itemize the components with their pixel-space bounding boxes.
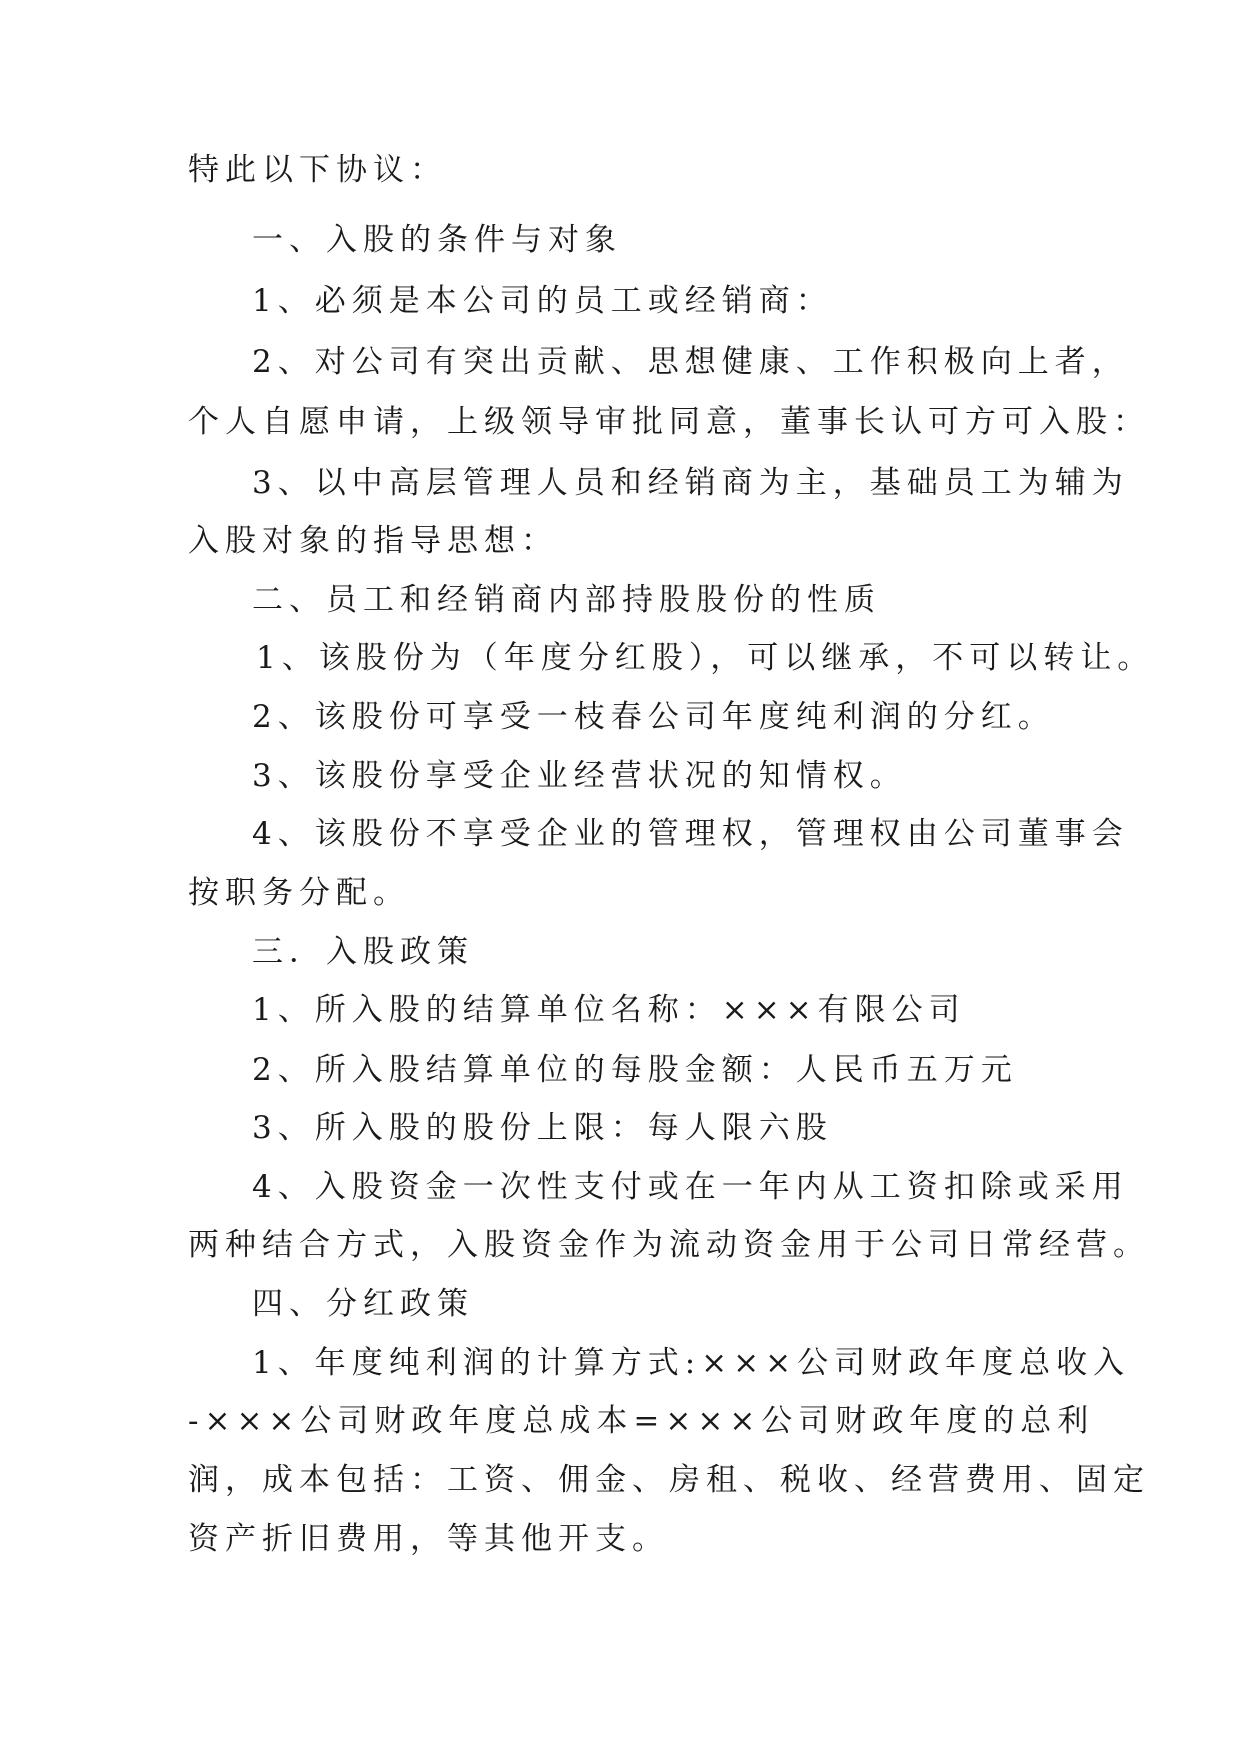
doc-line-3: 1、必须是本公司的员工或经销商： bbox=[252, 283, 833, 319]
doc-line-6: 3、以中高层管理人员和经销商为主，基础员工为辅为 bbox=[252, 465, 1129, 501]
doc-line-1: 特此以下协议： bbox=[188, 152, 447, 188]
doc-line-5: 个人自愿申请，上级领导审批同意，董事长认可方可入股： bbox=[188, 404, 1150, 440]
doc-line-22: -×××公司财政年度总成本=×××公司财政年度的总利 bbox=[188, 1403, 1095, 1439]
doc-line-24: 资产折旧费用，等其他开支。 bbox=[188, 1521, 669, 1557]
doc-line-10: 2、该股份可享受一枝春公司年度纯利润的分红。 bbox=[252, 699, 1055, 735]
doc-line-17: 3、所入股的股份上限：每人限六股 bbox=[252, 1110, 833, 1146]
doc-line-15: 1、所入股的结算单位名称：×××有限公司 bbox=[252, 992, 966, 1028]
section-heading-2: 二、员工和经销商内部持股股份的性质 bbox=[252, 582, 881, 618]
doc-line-18: 4、入股资金一次性支付或在一年内从工资扣除或采用 bbox=[252, 1169, 1129, 1205]
doc-line-11: 3、该股份享受企业经营状况的知情权。 bbox=[252, 758, 907, 794]
doc-line-12: 4、该股份不享受企业的管理权，管理权由公司董事会 bbox=[252, 816, 1129, 852]
doc-line-9: 1、该股份为（年度分红股），可以继承，不可以转让。 bbox=[256, 640, 1155, 676]
section-heading-4: 四、分红政策 bbox=[252, 1286, 474, 1322]
section-heading-1: 一、入股的条件与对象 bbox=[252, 222, 622, 258]
doc-line-13: 按职务分配。 bbox=[188, 875, 410, 911]
doc-line-7: 入股对象的指导思想： bbox=[188, 523, 558, 559]
doc-line-19: 两种结合方式，入股资金作为流动资金用于公司日常经营。 bbox=[188, 1227, 1150, 1263]
doc-line-4: 2、对公司有突出贡献、思想健康、工作积极向上者， bbox=[252, 344, 1129, 380]
section-heading-3: 三．入股政策 bbox=[252, 934, 474, 970]
doc-line-21: 1、年度纯利润的计算方式:×××公司财政年度总收入 bbox=[252, 1345, 1131, 1381]
doc-line-16: 2、所入股结算单位的每股金额：人民币五万元 bbox=[252, 1052, 1018, 1088]
doc-line-23: 润，成本包括：工资、佣金、房租、税收、经营费用、固定 bbox=[188, 1462, 1150, 1498]
